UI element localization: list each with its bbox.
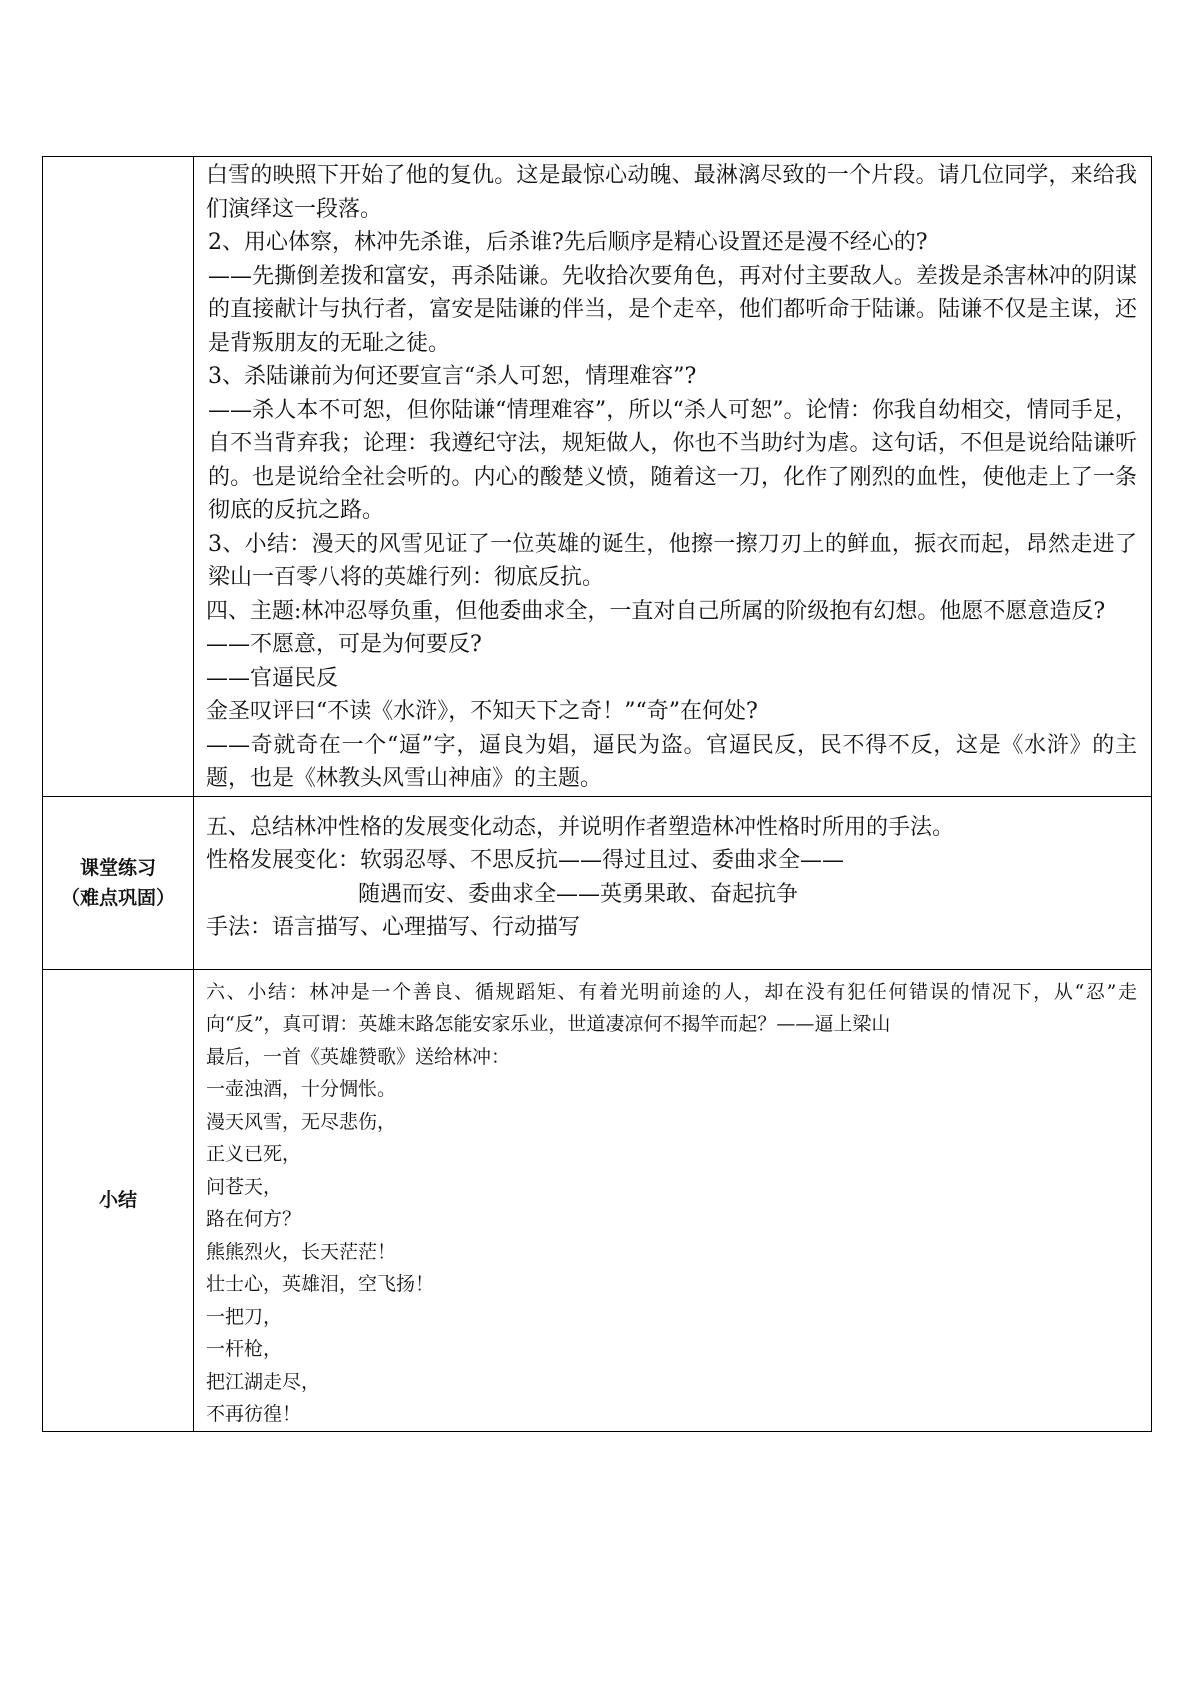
lesson-plan-table xyxy=(42,156,1152,1432)
poem-line: 不再彷徨！ xyxy=(206,1403,302,1425)
poem-line: 熊熊烈火，长天茫茫！ xyxy=(206,1240,397,1263)
paragraph-exercise-question: 五、总结林冲性格的发展变化动态，并说明作者塑造林冲性格时所用的手法。 xyxy=(206,814,955,840)
table-row-teaching-content xyxy=(43,157,1152,797)
paragraph-character-change-cont: 随遇而安、委曲求全——英勇果敢、奋起抗争 xyxy=(358,881,799,907)
paragraph-theme-answer: ——奇就奇在一个“逼”字，逼良为娼，逼民为盗。官逼民反，民不得不反，这是《水浒》的主题，也是《林教头风雪山神庙》的主题。 xyxy=(206,732,1137,791)
paragraph-character-change: 性格发展变化：软弱忍辱、不思反抗——得过且过、委曲求全—— xyxy=(206,848,845,873)
paragraph-summary-intro: 六、小结：林冲是一个善良、循规蹈矩、有着光明前途的人，却在没有犯任何错误的情况下，从“忍”走向“反”，真可谓：英雄末路怎能安家乐业，世道凄凉何不揭竿而起？——逼上梁山 xyxy=(206,980,1137,1035)
poem-line: 一壶浊酒，十分惆怅。 xyxy=(206,1078,397,1100)
paragraph-summary-hero: 3、小结：漫天的风雪见证了一位英雄的诞生，他擦一擦刀刃上的鲜血，振衣而起，昂然走进了梁山一百零八将的英雄行列：彻底反抗。 xyxy=(208,531,1137,590)
class-exercise-cell xyxy=(194,796,1152,969)
paragraph-theme: 四、主题:林冲忍辱负重，但他委曲求全，一直对自己所属的阶级抱有幻想。他愿不愿意造反? xyxy=(206,598,1106,624)
paragraph-revenge-intro: 白雪的映照下开始了他的复仇。这是最惊心动魄、最淋漓尽致的一个片段。请几位同学，来给我们演绎这一段落。 xyxy=(206,163,1137,222)
paragraph-jin-shengtan-quote: 金圣叹评曰“不读《水浒》，不知天下之奇！”“奇”在何处? xyxy=(206,699,758,724)
table-row-class-exercise xyxy=(43,796,1152,969)
paragraph-officials-force: ——官逼民反 xyxy=(206,665,339,691)
paragraph-question-declaration: 3、杀陆谦前为何还要宣言“杀人可恕，情理难容”? xyxy=(208,364,697,389)
table-row-summary xyxy=(43,969,1152,1431)
poem-line: 把江湖走尽， xyxy=(206,1370,321,1393)
poem-line: 正义已死， xyxy=(206,1143,302,1165)
label-difficulty-consolidation: （难点巩固） xyxy=(60,886,175,909)
summary-cell xyxy=(194,969,1152,1431)
row-label-class-exercise xyxy=(43,796,194,969)
poem-line: 路在何方？ xyxy=(206,1208,302,1230)
poem-line: 一杆枪， xyxy=(206,1338,283,1360)
teaching-content-cell xyxy=(194,157,1152,797)
paragraph-unwilling: ——不愿意，可是为何要反? xyxy=(206,632,482,657)
paragraph-answer-order: ——先撕倒差拨和富安，再杀陆谦。先收拾次要角色，再对付主要敌人。差拨是杀害林冲的阴谋的直接献计与执行者，富安是陆谦的伴当，是个走卒，他们都听命于陆谦。陆谦不仅是主谋，还是背叛朋友的无耻之徒。 xyxy=(208,263,1137,356)
paragraph-question-order: 2、用心体察，林冲先杀谁，后杀谁?先后顺序是精心设置还是漫不经心的? xyxy=(208,230,928,255)
row-label-summary xyxy=(43,969,194,1431)
row-label-empty xyxy=(43,157,194,797)
paragraph-poem-intro: 最后，一首《英雄赞歌》送给林冲： xyxy=(206,1045,511,1068)
label-summary: 小结 xyxy=(98,1189,137,1211)
poem-line: 漫天风雪，无尽悲伤， xyxy=(206,1110,397,1133)
poem-line: 壮士心，英雄泪，空飞扬！ xyxy=(206,1273,435,1295)
label-class-exercise: 课堂练习 xyxy=(79,856,156,879)
poem-line: 问苍天， xyxy=(206,1175,283,1198)
paragraph-answer-declaration: ——杀人本不可恕，但你陆谦“情理难容”，所以“杀人可恕”。论情：你我自幼相交，情同手足，自不当背弃我；论理：我遵纪守法，规矩做人，你也不当助纣为虐。这句话，不但是说给陆谦听的。也是说给全社会听的。内心的酸楚义愤，随着这一刀，化作了刚烈的血性，使他走上了一条彻底的反抗之路。 xyxy=(208,397,1137,523)
paragraph-techniques: 手法：语言描写、心理描写、行动描写 xyxy=(206,915,581,940)
poem-line: 一把刀， xyxy=(206,1305,283,1328)
